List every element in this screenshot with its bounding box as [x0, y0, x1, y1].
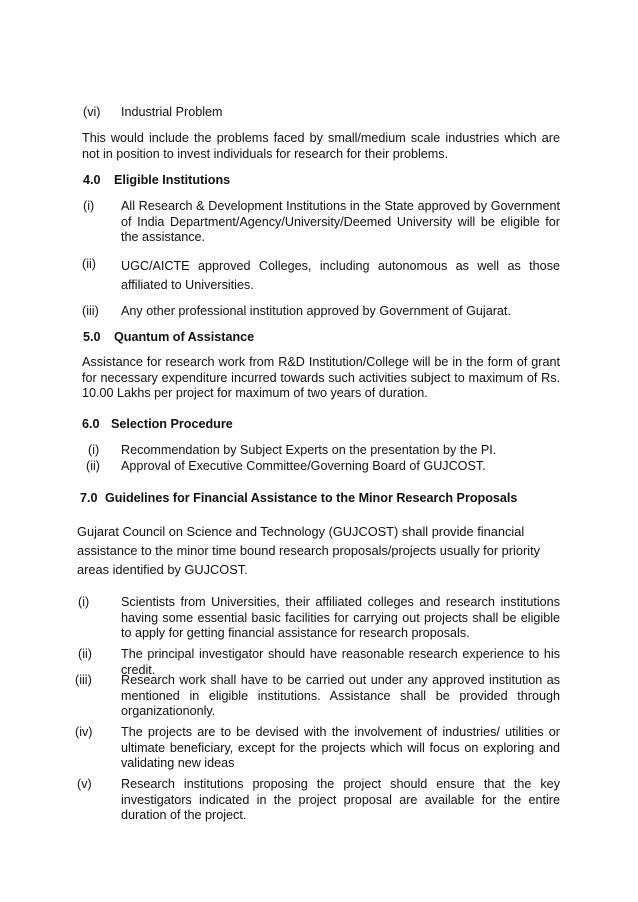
list-item-text: The principal investigator should have reasonable research experience to his credit.: [121, 647, 560, 677]
list-item-text: Research work shall have to be carried out under any approved institution as mentioned in eligible institutions. Assistance shall be provided through organizationonly.: [121, 673, 560, 718]
list-item-text: Any other professional institution approved by Government of Gujarat.: [121, 304, 511, 318]
section-number: 7.0: [80, 491, 98, 505]
item-number: (iii): [75, 673, 92, 687]
item-number: (v): [77, 777, 92, 791]
subsection-title: Industrial Problem: [121, 105, 223, 119]
item-number: (ii): [86, 459, 100, 473]
item-number: (ii): [82, 257, 96, 271]
section-title: Guidelines for Financial Assistance to the Minor Research Proposals: [105, 491, 518, 505]
list-item-text: Scientists from Universities, their affiliated colleges and research institutions having some essential basic facilities for carrying out projects shall be eligible to apply for getting financial assistance for research proposals.: [121, 595, 560, 640]
section-heading-6: [82, 417, 233, 433]
section-number: 4.0: [83, 173, 101, 187]
item-number: (iii): [82, 304, 99, 318]
item-number: (iv): [75, 725, 93, 739]
list-item-text: Recommendation by Subject Experts on the presentation by the PI.: [121, 443, 497, 457]
list-item-text: UGC/AICTE approved Colleges, including autonomous as well as those affiliated to Universities.: [121, 259, 560, 292]
paragraph: Assistance for research work from R&D Institution/College will be in the form of grant for necessary expenditure incurred towards such activities subject to maximum of Rs. 10.00 Lakhs per project for maximum of two years of duration.: [82, 355, 560, 400]
section-number: 5.0: [83, 330, 101, 344]
list-item-text: Approval of Executive Committee/Governing Board of GUJCOST.: [121, 459, 486, 473]
paragraph: This would include the problems faced by small/medium scale industries which are not in position to invest individuals for research for their problems.: [82, 131, 560, 161]
section-heading-4: [83, 173, 230, 189]
item-number: (i): [78, 595, 90, 609]
list-item-text: All Research & Development Institutions in the State approved by Government of India Department/Agency/University/Deemed University will be eligible for the assistance.: [121, 199, 560, 244]
item-number: (vi): [83, 105, 101, 119]
list-item-text: Research institutions proposing the project should ensure that the key investigators indicated in the project proposal are available for the entire duration of the project.: [121, 777, 560, 822]
item-number: (ii): [78, 647, 92, 661]
item-number: (i): [88, 443, 100, 457]
section-heading-7: [80, 491, 517, 507]
section-number: 6.0: [82, 417, 100, 431]
item-number: (i): [83, 199, 95, 213]
section-title: Quantum of Assistance: [114, 330, 255, 344]
list-item-text: The projects are to be devised with the involvement of industries/ utilities or ultimate beneficiary, except for the projects which will focus on exploring and validating new ideas: [121, 725, 560, 770]
section-heading-5: [83, 330, 254, 346]
paragraph: Gujarat Council on Science and Technology (GUJCOST) shall provide financial assistance to the minor time bound research proposals/projects usually for priority areas identified by GUJCOST.: [77, 524, 541, 577]
section-title: Selection Procedure: [111, 417, 233, 431]
section-title: Eligible Institutions: [114, 173, 231, 187]
